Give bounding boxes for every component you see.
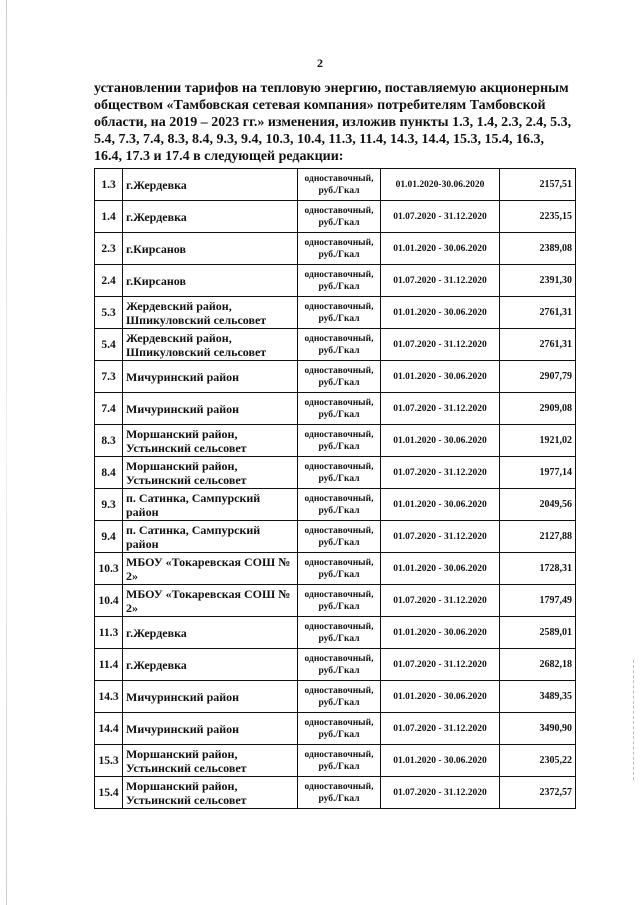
row-place: Мичуринский район — [123, 713, 298, 745]
tariff-type-line-2: руб./Гкал — [318, 185, 360, 196]
tariff-type-line-1: одноставочный, — [304, 717, 374, 728]
tariff-type-line-1: одноставочный, — [304, 333, 374, 344]
row-value: 2235,15 — [500, 201, 576, 233]
tariff-type-line-2: руб./Гкал — [318, 697, 360, 708]
tariff-type-line-2: руб./Гкал — [318, 313, 360, 324]
row-place: г.Жердевка — [123, 201, 298, 233]
table-row — [95, 649, 576, 681]
row-place: г.Кирсанов — [123, 265, 298, 297]
table-row — [95, 745, 576, 777]
row-period: 01.07.2020 - 31.12.2020 — [381, 265, 500, 297]
row-value: 2589,01 — [500, 617, 576, 649]
table-row — [95, 361, 576, 393]
row-value: 1797,49 — [500, 585, 576, 617]
row-value: 1977,14 — [500, 457, 576, 489]
row-number: 14.4 — [95, 713, 123, 745]
row-value: 2372,57 — [500, 777, 576, 809]
row-period: 01.07.2020 - 31.12.2020 — [381, 201, 500, 233]
tariff-type-line-2: руб./Гкал — [318, 441, 360, 452]
table-row — [95, 521, 576, 553]
row-place: МБОУ «Токаревская СОШ № 2» — [123, 585, 298, 617]
tariff-type-line-2: руб./Гкал — [318, 729, 360, 740]
row-place: г.Жердевка — [123, 169, 298, 201]
tariff-type-line-2: руб./Гкал — [318, 473, 360, 484]
row-tariff-type — [298, 425, 381, 457]
row-tariff-type — [298, 361, 381, 393]
row-number: 1.3 — [95, 169, 123, 201]
tariff-table — [94, 168, 576, 809]
tariff-type-line-2: руб./Гкал — [318, 665, 360, 676]
row-period: 01.01.2020 - 30.06.2020 — [381, 361, 500, 393]
intro-line: 5.4, 7.3, 7.4, 8.3, 8.4, 9.3, 9.4, 10.3, 10.4, 11.3, 11.4, 14.3, 14.4, 15.3, 15.4, 16.3, — [94, 132, 544, 147]
row-number: 5.4 — [95, 329, 123, 361]
tariff-type-line-1: одноставочный, — [304, 493, 374, 504]
row-period: 01.01.2020 - 30.06.2020 — [381, 553, 500, 585]
tariff-type-line-1: одноставочный, — [304, 557, 374, 568]
row-tariff-type — [298, 297, 381, 329]
row-number: 7.3 — [95, 361, 123, 393]
row-tariff-type — [298, 201, 381, 233]
tariff-type-line-2: руб./Гкал — [318, 793, 360, 804]
tariff-type-line-2: руб./Гкал — [318, 249, 360, 260]
row-number: 5.3 — [95, 297, 123, 329]
row-tariff-type — [298, 393, 381, 425]
row-tariff-type — [298, 457, 381, 489]
intro-line: обществом «Тамбовская сетевая компания» потребителям Тамбовской — [94, 98, 546, 113]
row-value: 2049,56 — [500, 489, 576, 521]
tariff-type-line-2: руб./Гкал — [318, 761, 360, 772]
row-number: 7.4 — [95, 393, 123, 425]
row-place: Жердевский район, Шпикуловский сельсовет — [123, 297, 298, 329]
row-tariff-type — [298, 169, 381, 201]
tariff-type-line-1: одноставочный, — [304, 365, 374, 376]
row-tariff-type — [298, 553, 381, 585]
row-place: Моршанский район, Устьинский сельсовет — [123, 425, 298, 457]
row-period: 01.07.2020 - 31.12.2020 — [381, 329, 500, 361]
row-number: 9.4 — [95, 521, 123, 553]
row-tariff-type — [298, 489, 381, 521]
row-number: 8.3 — [95, 425, 123, 457]
tariff-type-line-1: одноставочный, — [304, 589, 374, 600]
row-tariff-type — [298, 521, 381, 553]
table-row — [95, 617, 576, 649]
tariff-type-line-1: одноставочный, — [304, 525, 374, 536]
tariff-type-line-1: одноставочный, — [304, 653, 374, 664]
scan-edge-right — [632, 660, 634, 780]
row-value: 2907,79 — [500, 361, 576, 393]
table-row — [95, 457, 576, 489]
tariff-type-line-1: одноставочный, — [304, 173, 374, 184]
row-tariff-type — [298, 265, 381, 297]
intro-paragraph — [94, 80, 576, 165]
row-value: 3490,90 — [500, 713, 576, 745]
row-place: Мичуринский район — [123, 361, 298, 393]
tariff-type-line-1: одноставочный, — [304, 685, 374, 696]
tariff-type-line-1: одноставочный, — [304, 461, 374, 472]
row-period: 01.01.2020 - 30.06.2020 — [381, 681, 500, 713]
row-tariff-type — [298, 777, 381, 809]
row-place: г.Кирсанов — [123, 233, 298, 265]
tariff-type-line-1: одноставочный, — [304, 269, 374, 280]
row-period: 01.01.2020 - 30.06.2020 — [381, 617, 500, 649]
row-value: 3489,35 — [500, 681, 576, 713]
row-place: Жердевский район, Шпикуловский сельсовет — [123, 329, 298, 361]
tariff-type-line-1: одноставочный, — [304, 749, 374, 760]
table-row — [95, 553, 576, 585]
table-row — [95, 777, 576, 809]
tariff-type-line-2: руб./Гкал — [318, 601, 360, 612]
row-number: 2.3 — [95, 233, 123, 265]
tariff-type-line-1: одноставочный, — [304, 397, 374, 408]
row-tariff-type — [298, 233, 381, 265]
row-value: 2909,08 — [500, 393, 576, 425]
row-value: 1921,02 — [500, 425, 576, 457]
row-place: Моршанский район, Устьинский сельсовет — [123, 457, 298, 489]
table-row — [95, 489, 576, 521]
tariff-table-body — [95, 169, 576, 809]
row-period: 01.01.2020 - 30.06.2020 — [381, 425, 500, 457]
row-number: 10.4 — [95, 585, 123, 617]
row-place: п. Сатинка, Сампурский район — [123, 521, 298, 553]
tariff-type-line-1: одноставочный, — [304, 621, 374, 632]
row-number: 1.4 — [95, 201, 123, 233]
table-row — [95, 681, 576, 713]
tariff-type-line-1: одноставочный, — [304, 429, 374, 440]
page-number: 2 — [317, 56, 323, 70]
row-number: 2.4 — [95, 265, 123, 297]
row-period: 01.01.2020 - 30.06.2020 — [381, 745, 500, 777]
scan-edge-left — [6, 0, 7, 905]
row-number: 15.3 — [95, 745, 123, 777]
row-period: 01.01.2020-30.06.2020 — [381, 169, 500, 201]
row-period: 01.07.2020 - 31.12.2020 — [381, 585, 500, 617]
row-period: 01.01.2020 - 30.06.2020 — [381, 489, 500, 521]
row-number: 9.3 — [95, 489, 123, 521]
tariff-type-line-1: одноставочный, — [304, 237, 374, 248]
row-place: п. Сатинка, Сампурский район — [123, 489, 298, 521]
tariff-type-line-2: руб./Гкал — [318, 633, 360, 644]
row-value: 2157,51 — [500, 169, 576, 201]
row-value: 2389,08 — [500, 233, 576, 265]
row-place: Мичуринский район — [123, 681, 298, 713]
table-row — [95, 297, 576, 329]
table-row — [95, 233, 576, 265]
row-period: 01.07.2020 - 31.12.2020 — [381, 457, 500, 489]
row-value: 2761,31 — [500, 297, 576, 329]
tariff-type-line-2: руб./Гкал — [318, 569, 360, 580]
table-row — [95, 393, 576, 425]
row-place: Мичуринский район — [123, 393, 298, 425]
row-period: 01.01.2020 - 30.06.2020 — [381, 297, 500, 329]
row-value: 1728,31 — [500, 553, 576, 585]
tariff-type-line-2: руб./Гкал — [318, 345, 360, 356]
row-tariff-type — [298, 713, 381, 745]
intro-line: установлении тарифов на тепловую энергию, поставляемую акционерным — [94, 81, 569, 96]
row-tariff-type — [298, 329, 381, 361]
intro-line: области, на 2019 – 2023 гг.» изменения, изложив пункты 1.3, 1.4, 2.3, 2.4, 5.3, — [94, 115, 572, 130]
tariff-type-line-2: руб./Гкал — [318, 409, 360, 420]
tariff-type-line-1: одноставочный, — [304, 781, 374, 792]
row-period: 01.07.2020 - 31.12.2020 — [381, 393, 500, 425]
row-place: Моршанский район, Устьинский сельсовет — [123, 777, 298, 809]
intro-line: 16.4, 17.3 и 17.4 в следующей редакции: — [94, 149, 344, 164]
row-period: 01.07.2020 - 31.12.2020 — [381, 521, 500, 553]
row-tariff-type — [298, 681, 381, 713]
row-tariff-type — [298, 649, 381, 681]
row-period: 01.07.2020 - 31.12.2020 — [381, 713, 500, 745]
row-number: 11.3 — [95, 617, 123, 649]
row-place: г.Жердевка — [123, 617, 298, 649]
table-row — [95, 329, 576, 361]
row-number: 11.4 — [95, 649, 123, 681]
row-value: 2682,18 — [500, 649, 576, 681]
row-value: 2391,30 — [500, 265, 576, 297]
tariff-type-line-1: одноставочный, — [304, 205, 374, 216]
row-place: МБОУ «Токаревская СОШ № 2» — [123, 553, 298, 585]
table-row — [95, 425, 576, 457]
table-row — [95, 201, 576, 233]
tariff-type-line-1: одноставочный, — [304, 301, 374, 312]
table-row — [95, 169, 576, 201]
row-number: 8.4 — [95, 457, 123, 489]
table-row — [95, 265, 576, 297]
row-tariff-type — [298, 585, 381, 617]
row-period: 01.01.2020 - 30.06.2020 — [381, 233, 500, 265]
row-period: 01.07.2020 - 31.12.2020 — [381, 649, 500, 681]
tariff-type-line-2: руб./Гкал — [318, 537, 360, 548]
table-row — [95, 585, 576, 617]
row-value: 2305,22 — [500, 745, 576, 777]
row-number: 14.3 — [95, 681, 123, 713]
row-number: 10.3 — [95, 553, 123, 585]
tariff-type-line-2: руб./Гкал — [318, 505, 360, 516]
row-value: 2761,31 — [500, 329, 576, 361]
row-place: г.Жердевка — [123, 649, 298, 681]
row-period: 01.07.2020 - 31.12.2020 — [381, 777, 500, 809]
row-tariff-type — [298, 617, 381, 649]
row-number: 15.4 — [95, 777, 123, 809]
row-value: 2127,88 — [500, 521, 576, 553]
row-place: Моршанский район, Устьинский сельсовет — [123, 745, 298, 777]
table-row — [95, 713, 576, 745]
tariff-type-line-2: руб./Гкал — [318, 377, 360, 388]
tariff-type-line-2: руб./Гкал — [318, 217, 360, 228]
tariff-type-line-2: руб./Гкал — [318, 281, 360, 292]
row-tariff-type — [298, 745, 381, 777]
